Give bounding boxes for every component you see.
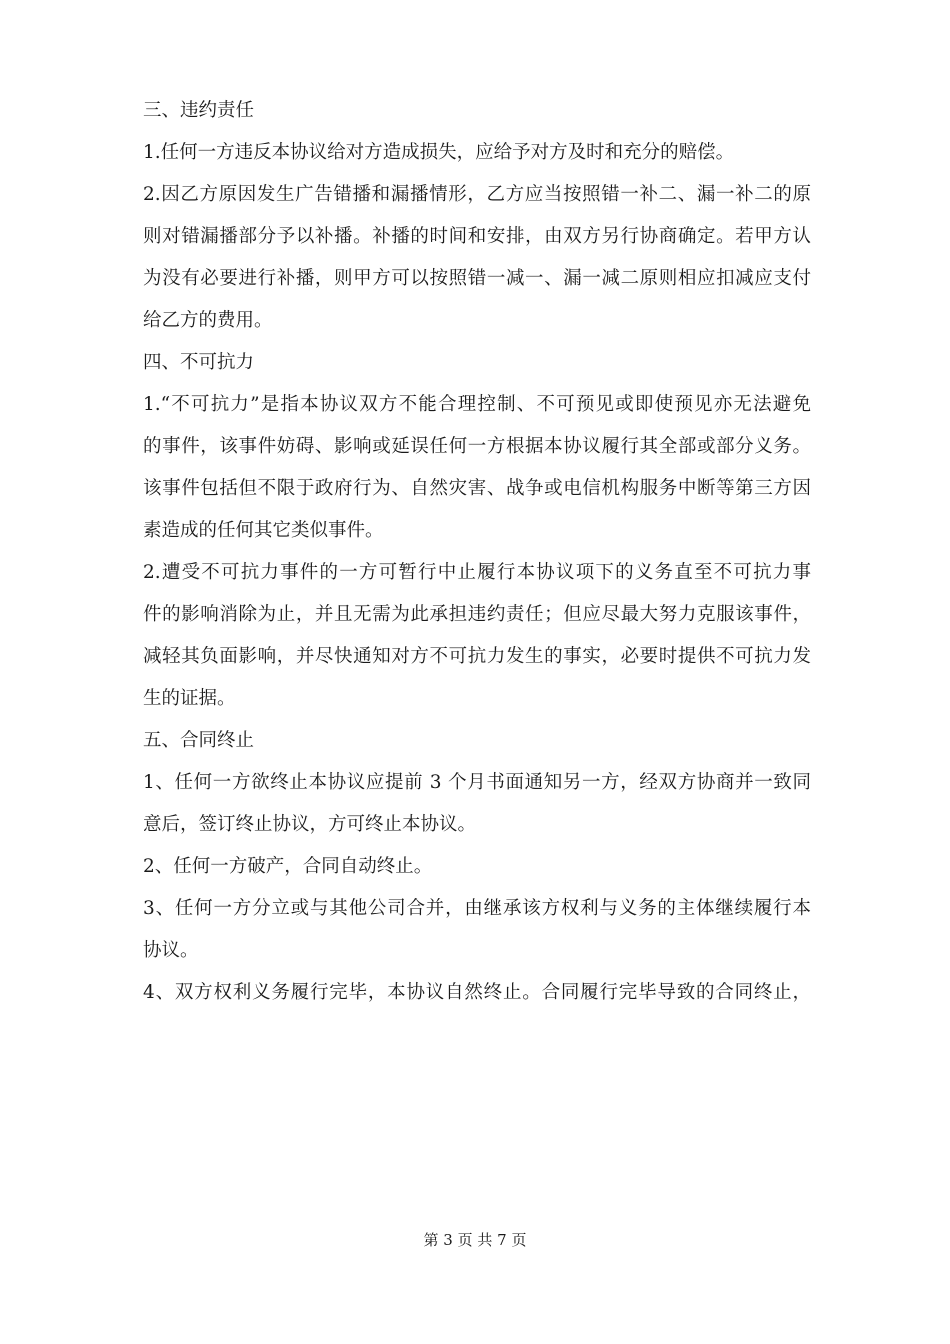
paragraph-line: 素造成的任何其它类似事件。 [143, 520, 384, 541]
paragraph-line: 2.遭受不可抗力事件的一方可暂行中止履行本协议项下的义务直至不可抗力事 [143, 562, 811, 583]
page-number-footer: 第 3 页 共 7 页 [423, 1231, 527, 1249]
paragraph-line: 3、任何一方分立或与其他公司合并，由继承该方权利与义务的主体继续履行本 [143, 898, 811, 919]
paragraph-line: 则对错漏播部分予以补播。补播的时间和安排，由双方另行协商确定。若甲方认 [143, 226, 811, 247]
paragraph-line: 4、双方权利义务履行完毕，本协议自然终止。合同履行完毕导致的合同终止， [143, 982, 811, 1003]
paragraph-line: 为没有必要进行补播，则甲方可以按照错一减一、漏一减二原则相应扣减应支付 [143, 268, 811, 289]
paragraph-line: 协议。 [143, 940, 199, 961]
paragraph-line: 该事件包括但不限于政府行为、自然灾害、战争或电信机构服务中断等第三方因 [143, 478, 811, 499]
section-heading-termination: 五、合同终止 [143, 730, 255, 751]
paragraph-line: 减轻其负面影响，并尽快通知对方不可抗力发生的事实，必要时提供不可抗力发 [143, 646, 811, 667]
section-heading-force-majeure: 四、不可抗力 [143, 352, 255, 373]
paragraph-line: 2、任何一方破产，合同自动终止。 [143, 856, 433, 877]
paragraph-line: 给乙方的费用。 [143, 310, 273, 331]
paragraph-line: 的事件，该事件妨碍、影响或延误任何一方根据本协议履行其全部或部分义务。 [143, 436, 811, 457]
paragraph-line: 意后，签订终止协议，方可终止本协议。 [143, 814, 477, 835]
paragraph-line: 1.“不可抗力”是指本协议双方不能合理控制、不可预见或即使预见亦无法避免 [143, 394, 811, 415]
document-body [143, 90, 811, 1014]
paragraph-line: 生的证据。 [143, 688, 236, 709]
paragraph-line: 2.因乙方原因发生广告错播和漏播情形，乙方应当按照错一补二、漏一补二的原 [143, 184, 811, 205]
paragraph-line: 件的影响消除为止，并且无需为此承担违约责任；但应尽最大努力克服该事件， [143, 604, 811, 625]
paragraph-line: 1、任何一方欲终止本协议应提前 3 个月书面通知另一方，经双方协商并一致同 [143, 772, 811, 793]
section-heading-breach: 三、违约责任 [143, 100, 255, 121]
paragraph-line: 1.任何一方违反本协议给对方造成损失，应给予对方及时和充分的赔偿。 [143, 142, 735, 163]
